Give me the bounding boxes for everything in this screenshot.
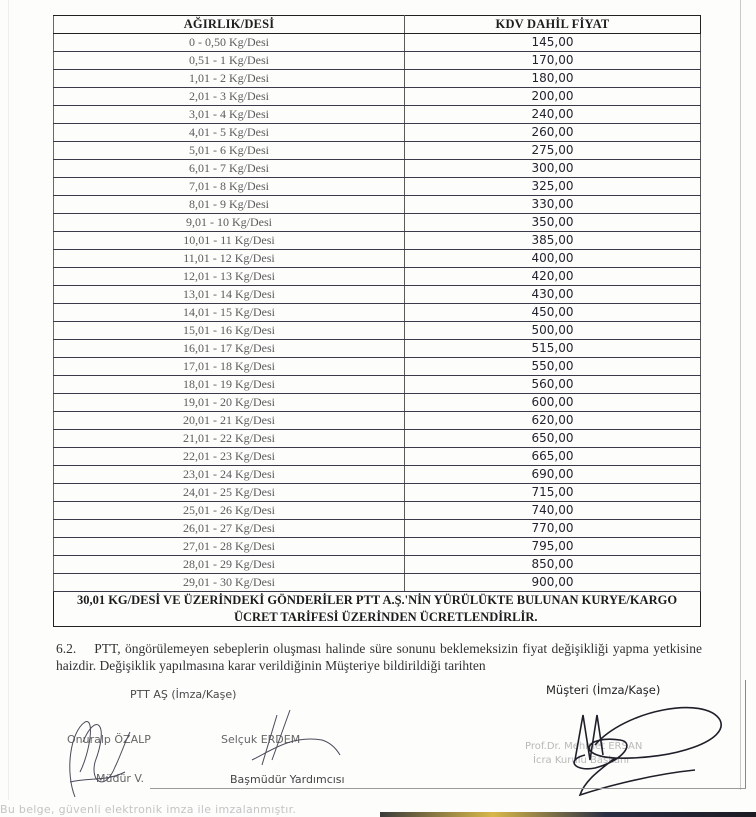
price-cell: 180,00 xyxy=(405,70,701,88)
clause-number: 6.2. xyxy=(56,641,77,656)
table-row xyxy=(54,394,701,412)
table-row xyxy=(54,412,701,430)
weight-range-cell: 5,01 - 6 Kg/Desi xyxy=(54,142,405,160)
price-cell: 740,00 xyxy=(405,502,701,520)
table-note-line2: ÜCRET TARİFESİ ÜZERİNDEN ÜCRETLENDİRLİR. xyxy=(234,610,538,624)
price-cell: 400,00 xyxy=(405,250,701,268)
weight-range-cell: 9,01 - 10 Kg/Desi xyxy=(54,214,405,232)
table-row xyxy=(54,574,701,592)
table-row xyxy=(54,124,701,142)
table-row xyxy=(54,34,701,52)
weight-range-cell: 0,51 - 1 Kg/Desi xyxy=(54,52,405,70)
price-cell: 690,00 xyxy=(405,466,701,484)
header-price: KDV DAHİL FİYAT xyxy=(405,16,701,34)
table-row xyxy=(54,178,701,196)
price-cell: 325,00 xyxy=(405,178,701,196)
price-cell: 650,00 xyxy=(405,430,701,448)
weight-range-cell: 7,01 - 8 Kg/Desi xyxy=(54,178,405,196)
price-cell: 900,00 xyxy=(405,574,701,592)
price-cell: 515,00 xyxy=(405,340,701,358)
signer1-name: Onuralp ÖZALP xyxy=(67,733,151,746)
weight-range-cell: 3,01 - 4 Kg/Desi xyxy=(54,106,405,124)
table-note-line1: 30,01 KG/DESİ VE ÜZERİNDEKİ GÖNDERİLER PTT A.Ş.'NİN YÜRÜLÜKTE BULUNAN KURYE/KARGO xyxy=(76,593,678,607)
price-cell: 500,00 xyxy=(405,322,701,340)
price-cell: 450,00 xyxy=(405,304,701,322)
weight-range-cell: 11,01 - 12 Kg/Desi xyxy=(54,250,405,268)
customer-title: İcra Kurulu Başkanı xyxy=(533,755,630,766)
table-row xyxy=(54,106,701,124)
customer-signature-label: Müşteri (İmza/Kaşe) xyxy=(546,683,661,697)
table-row xyxy=(54,142,701,160)
table-row xyxy=(54,340,701,358)
signature-box-border-bottom xyxy=(150,788,746,789)
scan-edge-right xyxy=(740,0,741,790)
ptt-signature-label: PTT AŞ (İmza/Kaşe) xyxy=(130,688,237,701)
price-cell: 145,00 xyxy=(405,34,701,52)
weight-range-cell: 13,01 - 14 Kg/Desi xyxy=(54,286,405,304)
weight-range-cell: 25,01 - 26 Kg/Desi xyxy=(54,502,405,520)
price-cell: 275,00 xyxy=(405,142,701,160)
table-row xyxy=(54,70,701,88)
price-cell: 350,00 xyxy=(405,214,701,232)
price-cell: 430,00 xyxy=(405,286,701,304)
table-row xyxy=(54,52,701,70)
table-row xyxy=(54,214,701,232)
weight-range-cell: 2,01 - 3 Kg/Desi xyxy=(54,88,405,106)
price-cell: 715,00 xyxy=(405,484,701,502)
price-cell: 200,00 xyxy=(405,88,701,106)
weight-range-cell: 20,01 - 21 Kg/Desi xyxy=(54,412,405,430)
weight-range-cell: 21,01 - 22 Kg/Desi xyxy=(54,430,405,448)
table-row xyxy=(54,250,701,268)
clause-6-2 xyxy=(56,640,702,674)
weight-range-cell: 27,01 - 28 Kg/Desi xyxy=(54,538,405,556)
table-row xyxy=(54,502,701,520)
weight-range-cell: 14,01 - 15 Kg/Desi xyxy=(54,304,405,322)
price-cell: 550,00 xyxy=(405,358,701,376)
weight-range-cell: 6,01 - 7 Kg/Desi xyxy=(54,160,405,178)
price-cell: 170,00 xyxy=(405,52,701,70)
scan-edge-left xyxy=(8,0,9,800)
customer-name: Prof.Dr. Mehmet ERSAN xyxy=(525,741,643,752)
signature-scribble-1 xyxy=(55,712,135,802)
weight-range-cell: 23,01 - 24 Kg/Desi xyxy=(54,466,405,484)
table-note-row xyxy=(54,592,701,627)
price-cell: 385,00 xyxy=(405,232,701,250)
signature-box-border-right xyxy=(745,680,746,788)
price-cell: 600,00 xyxy=(405,394,701,412)
price-cell: 620,00 xyxy=(405,412,701,430)
weight-range-cell: 12,01 - 13 Kg/Desi xyxy=(54,268,405,286)
table-row xyxy=(54,358,701,376)
table-header-row xyxy=(54,16,701,34)
weight-range-cell: 17,01 - 18 Kg/Desi xyxy=(54,358,405,376)
weight-range-cell: 16,01 - 17 Kg/Desi xyxy=(54,340,405,358)
weight-range-cell: 0 - 0,50 Kg/Desi xyxy=(54,34,405,52)
e-signature-note: Bu belge, güvenli elektronik imza ile imzalanmıştır. xyxy=(0,803,297,816)
price-cell: 420,00 xyxy=(405,268,701,286)
table-row xyxy=(54,286,701,304)
table-row xyxy=(54,520,701,538)
price-cell: 260,00 xyxy=(405,124,701,142)
signer2-title: Başmüdür Yardımcısı xyxy=(230,773,345,786)
table-row xyxy=(54,196,701,214)
table-row xyxy=(54,538,701,556)
table-row xyxy=(54,484,701,502)
weight-range-cell: 28,01 - 29 Kg/Desi xyxy=(54,556,405,574)
weight-range-cell: 24,01 - 25 Kg/Desi xyxy=(54,484,405,502)
table-row xyxy=(54,268,701,286)
price-cell: 665,00 xyxy=(405,448,701,466)
weight-range-cell: 19,01 - 20 Kg/Desi xyxy=(54,394,405,412)
table-row xyxy=(54,376,701,394)
price-cell: 795,00 xyxy=(405,538,701,556)
price-cell: 300,00 xyxy=(405,160,701,178)
weight-range-cell: 8,01 - 9 Kg/Desi xyxy=(54,196,405,214)
weight-range-cell: 22,01 - 23 Kg/Desi xyxy=(54,448,405,466)
signature-scribble-2 xyxy=(232,705,342,775)
price-tariff-table xyxy=(53,15,701,627)
clause-text: PTT, öngörülemeyen sebeplerin oluşması halinde süre sonunu beklemeksizin fiyat değişikliği yapma yetkisine haizdir. Değişiklik yapılmasına karar verildiğinin Müşteriye bildirildiği tarihten xyxy=(56,641,702,673)
weight-range-cell: 1,01 - 2 Kg/Desi xyxy=(54,70,405,88)
weight-range-cell: 15,01 - 16 Kg/Desi xyxy=(54,322,405,340)
table-body xyxy=(54,34,701,592)
table-row xyxy=(54,322,701,340)
table-row xyxy=(54,160,701,178)
table-row xyxy=(54,466,701,484)
price-cell: 850,00 xyxy=(405,556,701,574)
table-row xyxy=(54,430,701,448)
table-row xyxy=(54,448,701,466)
weight-range-cell: 29,01 - 30 Kg/Desi xyxy=(54,574,405,592)
table-note xyxy=(54,592,701,627)
price-cell: 240,00 xyxy=(405,106,701,124)
header-weight: AĞIRLIK/DESİ xyxy=(54,16,405,34)
signer2-name: Selçuk ERDEM xyxy=(221,733,301,746)
weight-range-cell: 18,01 - 19 Kg/Desi xyxy=(54,376,405,394)
price-cell: 560,00 xyxy=(405,376,701,394)
table-row xyxy=(54,88,701,106)
signature-scribble-customer xyxy=(555,700,730,800)
price-cell: 330,00 xyxy=(405,196,701,214)
signer1-title: Müdür V. xyxy=(96,772,145,785)
scan-artifact-strip xyxy=(380,812,756,817)
table-row xyxy=(54,556,701,574)
price-cell: 770,00 xyxy=(405,520,701,538)
table-row xyxy=(54,304,701,322)
weight-range-cell: 26,01 - 27 Kg/Desi xyxy=(54,520,405,538)
weight-range-cell: 10,01 - 11 Kg/Desi xyxy=(54,232,405,250)
table-row xyxy=(54,232,701,250)
weight-range-cell: 4,01 - 5 Kg/Desi xyxy=(54,124,405,142)
